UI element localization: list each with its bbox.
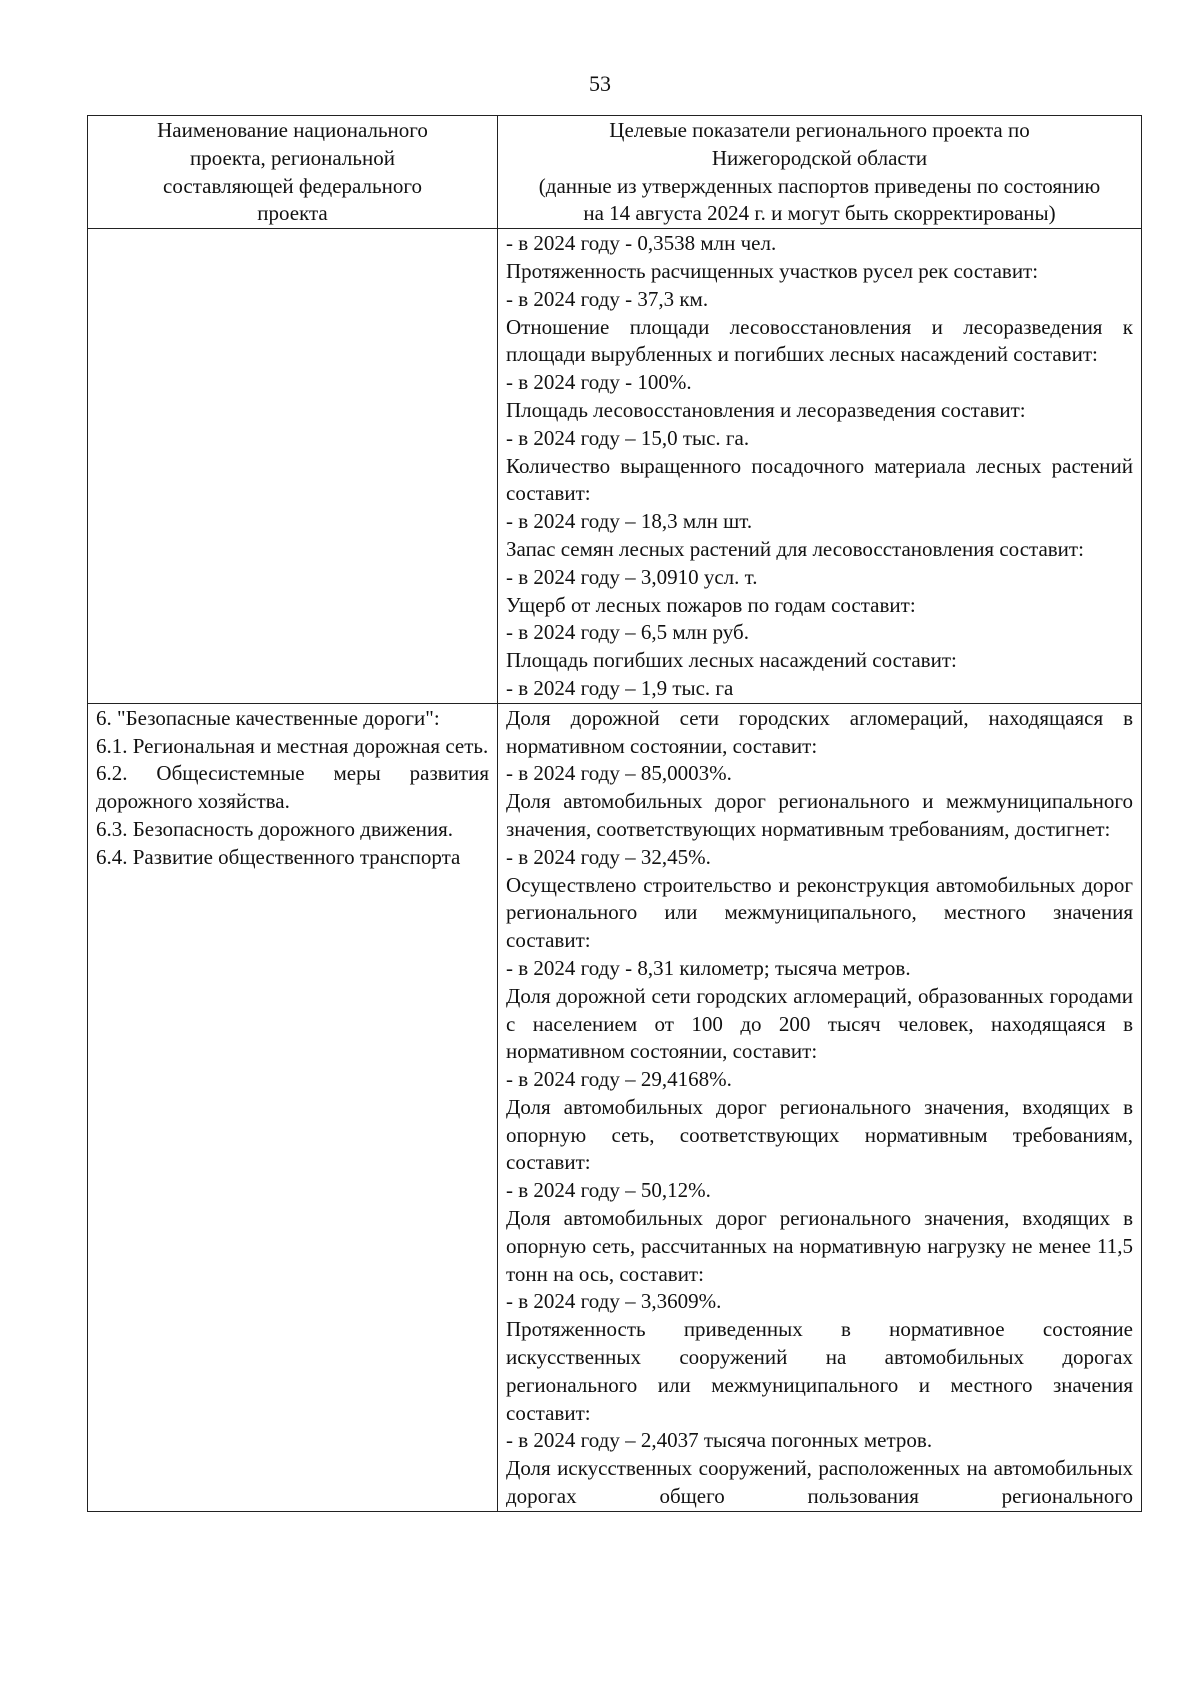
project-title: 6. "Безопасные качественные дороги": [96,705,440,730]
page-number: 53 [589,71,611,96]
indicator-text: Площадь погибших лесных насаждений составит: [506,648,957,673]
header-col2-line: (данные из утвержденных паспортов приведены по состоянию [538,173,1101,198]
header-col2-line: на 14 августа 2024 г. и могут быть скорректированы) [583,201,1056,226]
indicator-value: - в 2024 году - 100%. [506,370,692,395]
header-project-name [88,116,498,229]
indicator-value: - в 2024 году – 50,12%. [506,1178,711,1203]
indicator-value: - в 2024 году - 0,3538 млн чел. [506,231,777,256]
projects-table [87,115,1142,1512]
project-subitem: 6.3. Безопасность дорожного движения. [96,816,454,841]
indicator-value: - в 2024 году – 6,5 млн руб. [506,620,749,645]
table-row [88,703,1142,1511]
header-col1-line: Наименование национального [157,118,428,142]
indicator-text: Запас семян лесных растений для лесовосстановления составит: [506,536,1084,561]
project-cell-empty [88,229,498,704]
indicators-cell [498,229,1142,704]
indicator-text: Доля дорожной сети городских агломераций, находящаяся в нормативном состоянии, составит: [506,705,1133,758]
indicator-value: - в 2024 году – 15,0 тыс. га. [506,425,750,450]
project-cell [88,703,498,1511]
indicator-text: Количество выращенного посадочного материала лесных растений составит: [506,453,1133,506]
indicator-text: Отношение площади лесовосстановления и лесоразведения к площади вырубленных и погибших лесных насаждений составит: [506,314,1133,367]
indicator-value: - в 2024 году – 29,4168%. [506,1067,732,1092]
header-target-indicators [498,116,1142,229]
project-subitem: 6.2. Общесистемные меры развития дорожного хозяйства. [96,761,489,814]
header-col1-line: проекта, региональной [190,145,395,170]
table-row [88,229,1142,704]
project-subitem: 6.4. Развитие общественного транспорта [96,844,461,869]
header-col1-line: составляющей федерального [163,173,422,198]
indicator-text: Осуществлено строительство и реконструкция автомобильных дорог регионального или межмуниципального, местного значения составит: [506,872,1133,953]
table-header-row [88,116,1142,229]
indicator-value: - в 2024 году – 18,3 млн шт. [506,509,753,534]
indicators-cell [498,703,1142,1511]
indicator-text: Ущерб от лесных пожаров по годам составит: [506,592,916,617]
indicator-text: Доля искусственных сооружений, расположенных на автомобильных дорогах общего пользования регионального [506,1456,1133,1509]
indicator-text: Доля дорожной сети городских агломераций, образованных городами с населением от 100 до 200 тысяч человек, находящаяся в нормативном состоянии, составит: [506,983,1133,1064]
indicator-value: - в 2024 году – 3,3609%. [506,1289,722,1314]
indicator-text: Площадь лесовосстановления и лесоразведения составит: [506,397,1026,422]
indicator-value: - в 2024 году – 85,0003%. [506,761,732,786]
indicator-value: - в 2024 году - 8,31 километр; тысяча метров. [506,955,911,980]
indicator-text: Протяженность приведенных в нормативное состояние искусственных сооружений на автомобильных дорогах регионального или межмуниципального и местного значения составит: [506,1317,1133,1425]
indicator-value: - в 2024 году – 1,9 тыс. га [506,675,734,700]
header-col1-line: проекта [257,201,328,226]
indicator-value: - в 2024 году – 2,4037 тысяча погонных метров. [506,1428,933,1453]
project-subitem: 6.1. Региональная и местная дорожная сеть. [96,733,489,758]
indicator-text: Протяженность расчищенных участков русел рек составит: [506,258,1039,283]
indicator-text: Доля автомобильных дорог регионального значения, входящих в опорную сеть, соответствующих нормативным требованиям, составит: [506,1094,1133,1175]
indicator-text: Доля автомобильных дорог регионального и межмуниципального значения, соответствующих нормативным требованиям, достигнет: [506,789,1133,841]
header-col2-line: Нижегородской области [711,145,928,170]
indicator-value: - в 2024 году – 32,45%. [506,844,711,869]
header-col2-line: Целевые показатели регионального проекта по [609,118,1030,142]
indicator-value: - в 2024 году - 37,3 км. [506,286,709,311]
indicator-text: Доля автомобильных дорог регионального значения, входящих в опорную сеть, рассчитанных на нормативную нагрузку не менее 11,5 тонн на ось, составит: [506,1206,1133,1286]
indicator-value: - в 2024 году – 3,0910 усл. т. [506,564,758,589]
